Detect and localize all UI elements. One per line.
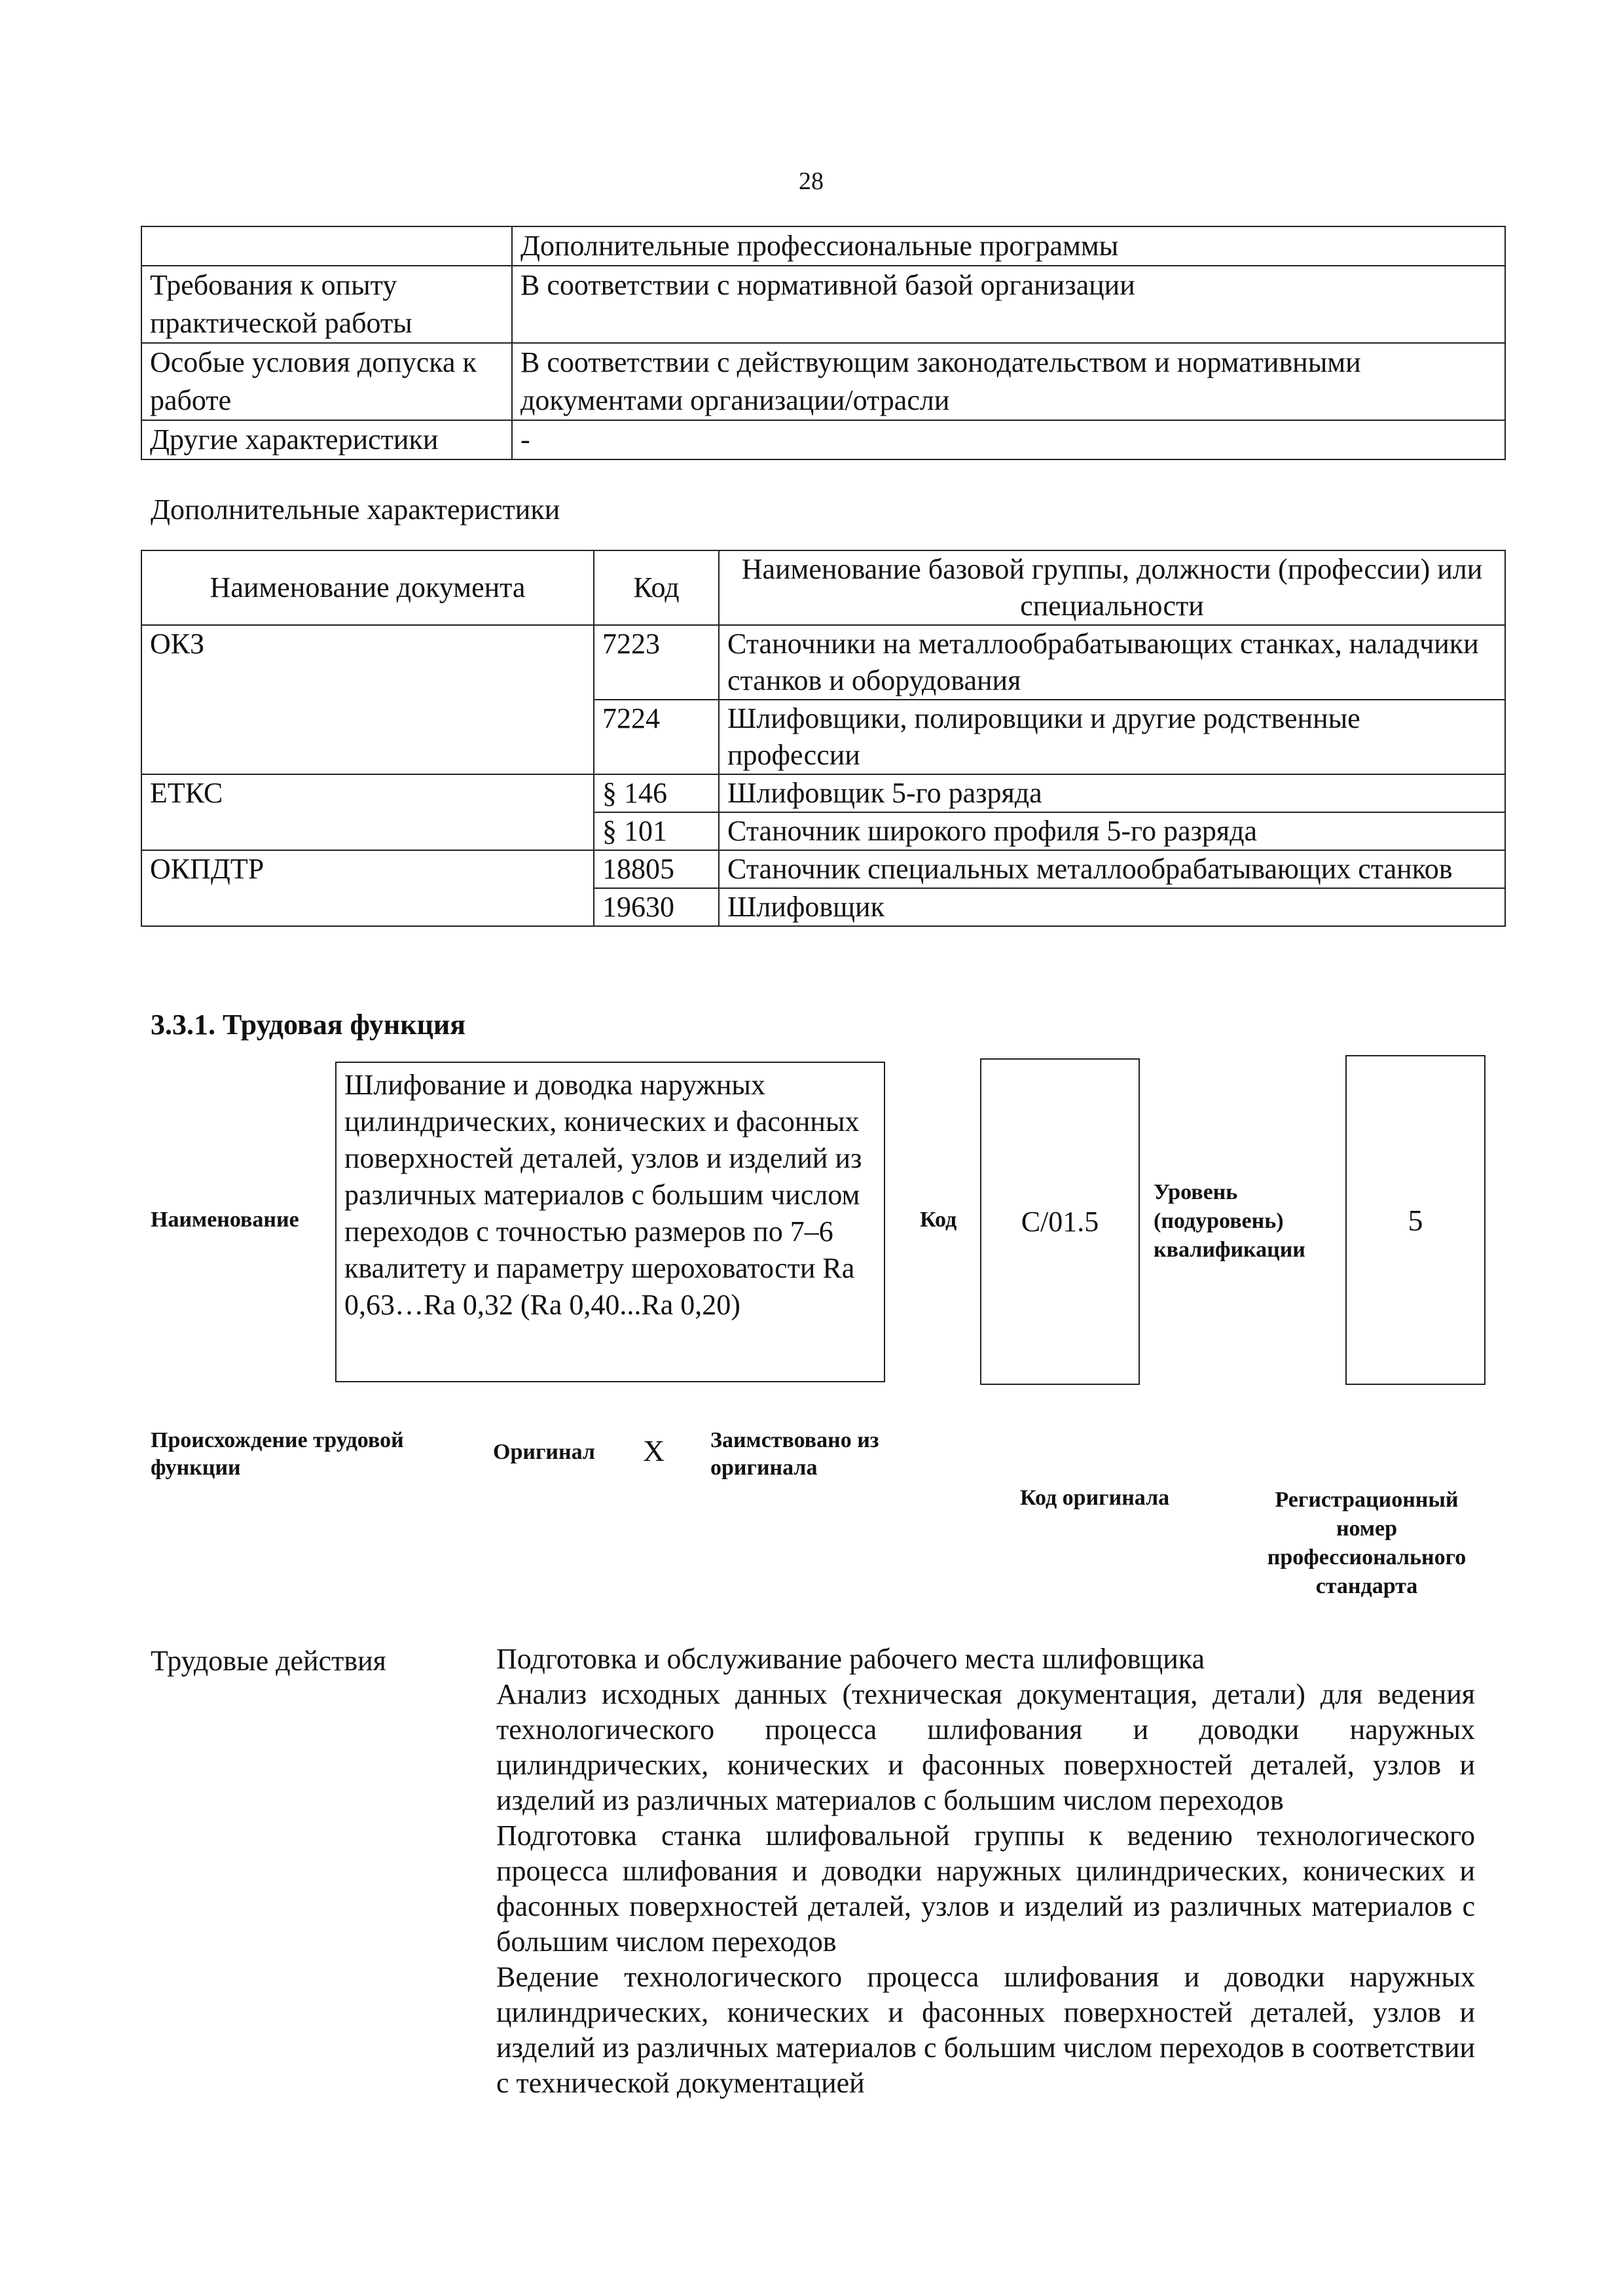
list-item: Подготовка и обслуживание рабочего места шлифовщика <box>496 1643 1205 1675</box>
column-header: Наименование документа <box>141 550 594 625</box>
name-label: Наименование <box>151 1208 299 1232</box>
page-number: 28 <box>799 168 824 195</box>
table-cell: Дополнительные профессиональные программы <box>512 226 1505 266</box>
table-cell: § 101 <box>594 812 719 850</box>
registration-number-label: Регистрационный номер профессионального стандарта <box>1267 1488 1467 1598</box>
actions-label: Трудовые действия <box>151 1645 386 1677</box>
table-row <box>141 343 1505 420</box>
table-cell: Другие характеристики <box>141 420 512 459</box>
level-box <box>1345 1055 1486 1385</box>
table-cell: Станочник широкого профиля 5-го разряда <box>719 812 1505 850</box>
table-cell: Станочник специальных металлообрабатывающих станков <box>719 850 1505 888</box>
table-row <box>141 226 1505 266</box>
actions-list <box>496 1641 1475 2101</box>
table-cell: В соответствии с нормативной базой организации <box>512 266 1505 343</box>
level-value: 5 <box>1408 1203 1423 1237</box>
additional-characteristics-title: Дополнительные характеристики <box>151 493 560 526</box>
table-cell: ЕТКС <box>141 774 594 850</box>
column-header: Наименование базовой группы, должности (профессии) или специальности <box>719 550 1505 625</box>
table-cell: 7223 <box>594 625 719 700</box>
level-label: Уровень (подуровень) квалификации <box>1154 1180 1305 1262</box>
function-name-box: Шлифование и доводка наружных цилиндрических, конических и фасонных поверхностей деталей, узлов и изделий из различных материалов с большим числом переходов с точностью размеров по 7–6 квалитету и параметру шероховатости Ra 0,63…Ra 0,32 (Ra 0,40...Ra 0,20) <box>335 1062 885 1382</box>
table-cell: 7224 <box>594 700 719 774</box>
table-cell: Особые условия допуска к работе <box>141 343 512 420</box>
table-cell: В соответствии с действующим законодательством и нормативными документами организации/отрасли <box>512 343 1505 420</box>
table-cell: - <box>512 420 1505 459</box>
characteristics-table <box>141 550 1506 927</box>
table-row <box>141 625 1505 700</box>
table-header-row <box>141 550 1505 625</box>
table-cell: 19630 <box>594 888 719 926</box>
original-label: Оригинал <box>493 1440 595 1464</box>
table-row <box>141 266 1505 343</box>
code-label: Код <box>920 1208 957 1232</box>
list-item: Подготовка станка шлифовальной группы к ведению технологического процесса шлифования и доводки наружных цилиндрических, конических и фасонных поверхностей деталей, узлов и изделий из различных материалов с большим числом переходов <box>496 1820 1475 1958</box>
code-original-label: Код оригинала <box>1020 1486 1170 1510</box>
original-mark: X <box>643 1434 665 1467</box>
list-item: Анализ исходных данных (техническая документация, детали) для ведения технологического процесса шлифования и доводки наружных цилиндрических, конических и фасонных поверхностей деталей, узлов и изделий из различных материалов с большим числом переходов <box>496 1678 1475 1816</box>
table-cell: Станочники на металлообрабатывающих станках, наладчики станков и оборудования <box>719 625 1505 700</box>
requirements-table <box>141 226 1506 460</box>
table-row <box>141 774 1505 812</box>
table-cell: § 146 <box>594 774 719 812</box>
column-header: Код <box>594 550 719 625</box>
table-cell <box>141 226 512 266</box>
origin-label: Происхождение трудовой функции <box>151 1428 404 1480</box>
table-cell: Требования к опыту практической работы <box>141 266 512 343</box>
code-value: C/01.5 <box>1021 1206 1099 1238</box>
list-item: Ведение технологического процесса шлифования и доводки наружных цилиндрических, конических и фасонных поверхностей деталей, узлов и изделий из различных материалов с большим числом переходов в соответствии с технической документацией <box>496 1961 1475 2099</box>
borrowed-label: Заимствовано из оригинала <box>710 1428 879 1480</box>
table-cell: Шлифовщик <box>719 888 1505 926</box>
table-cell: Шлифовщики, полировщики и другие родственные профессии <box>719 700 1505 774</box>
table-cell: ОКПДТР <box>141 850 594 926</box>
table-cell: Шлифовщик 5-го разряда <box>719 774 1505 812</box>
table-row <box>141 420 1505 459</box>
code-box <box>980 1058 1140 1385</box>
labor-function-title: 3.3.1. Трудовая функция <box>151 1009 466 1041</box>
table-row <box>141 850 1505 888</box>
table-cell: 18805 <box>594 850 719 888</box>
table-cell: ОКЗ <box>141 625 594 774</box>
